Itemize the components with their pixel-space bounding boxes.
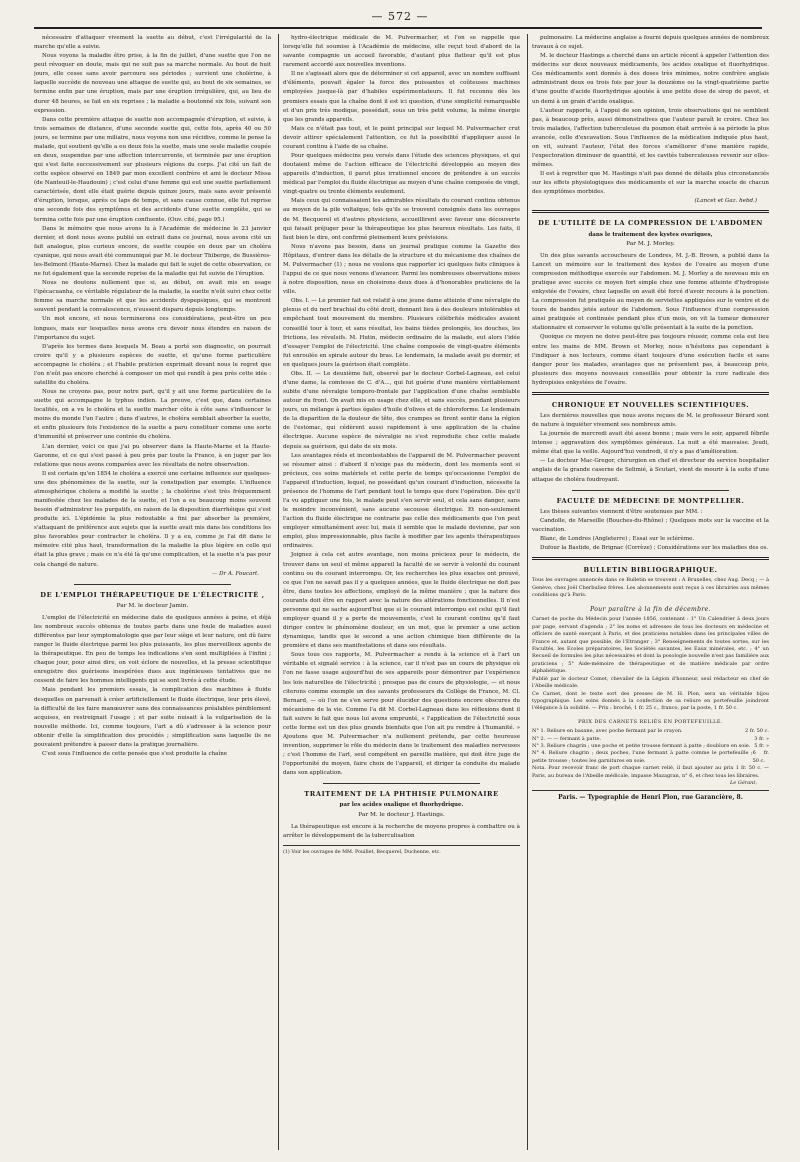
price-value: 2 fr. 50 c. bbox=[745, 728, 769, 735]
paragraph: Il ne s'agissait alors que de déterminer si cet appareil, avec un nombre suffisant d'éléments, pouvait égaler la force des puissantes et coûteuses machines employées jusque-là par d'habiles expérimentateurs. Il fut reconnu dès les premiers essais que la chaîne dont il est ici question, d'une simplicité remarquable et d'un prix très modique, possédait, sous un très petit volume, la même énergie que les grands appareils. bbox=[283, 71, 520, 123]
price-value: 3 fr. » bbox=[754, 735, 769, 742]
paragraph: hydro-électrique médicale de M. Pulvermacher, et l'on se rappelle que lorsqu'elle fut soumise à l'Académie de médecine, elle reçut tout d'abord de la savante compagnie un accueil favorable, d'autant plus flatteur qu'il est plus rarement accordé aux nouvelles inventions. bbox=[283, 35, 520, 69]
paragraph: Joignez à cela cet autre avantage, non moins précieux pour le médecin, de trouver dans un seul et même appareil la faculté de se servir à volonté du courant continu ou du courant interrompu. Or, les recherches les plus exactes ont prouvé, ce que l'on ne savait pas il y a quelques années, que le fluide électrique ne doit pas être, dans toutes les affections, employé de la même manière ; que la nature des courants doit être en rapport avec la nature des altérations fonctionnelles. Il n'est personne qui ne sache aujourd'hui que si le courant interrompu est celui qu'il faut employer quand il y a perte de mouvements, c'est le courant continu qu'il faut diriger contre le phénomène douleur, en un mot, que le premier a une action dynamique, tandis que le second a une action chimique bien différente de la première et dans ses manifestations et dans ses résultats. bbox=[283, 552, 520, 650]
paragraph: Les avantages réels et incontestables de l'appareil de M. Pulvermacher peuvent se résumer ainsi : d'abord il n'exige pas du médecin, dont les moments sont si précieux, ces soins matériels et cette perte de temps qu'occasionne l'emploi de l'appareil d'induction, lequel, ne possédant qu'un courant d'induction, nécessite la présence de l'homme de l'art pendant tout le temps que dure l'opération. Dès qu'il l'a vu appliquer une fois, le malade peut s'en servir seul, et cela sans danger, sans le moindre inconvénient, sans aucune secousse électrique. Et non-seulement l'action du fluide électrique ne contrarie pas celle des médicaments que l'on peut employer simultanément avec lui, mais il semble que le malade devienne, par son emploi, plus impressionnable, plus facile à modifier par les agents thérapeutiques ordinaires. bbox=[283, 452, 520, 550]
price-row bbox=[532, 750, 769, 765]
announcement-heading: Pour paraître à la fin de décembre. bbox=[590, 606, 711, 614]
paragraph: M. le docteur Hastings a cherché dans un article récent à appeler l'attention des médecins sur deux nouveaux médicaments, les acides oxalique et fluorhydrique. Ces médicaments sont donnés à des doses très minimes, notre confrère anglais administrant deux ou trois fois par jour la douzième ou la vingt-quatrième partie d'une goutte d'acide fluorhydrique ajoutée à une petite dose de sirop de pavot, et un demi à un grain d'acide oxalique. bbox=[532, 53, 769, 105]
paragraph: Obs. I. — Le premier fait est relatif à une jeune dame atteinte d'une névralgie du plexus et du nerf brachial du côté droit, donnant lieu à des douleurs intolérables et empêchant tout mouvement du membre. Plusieurs célébrités médicales avaient conseillé tour à tour, et sans résultat, les bains tièdes prolongés, les douches, les frictions, les révulsifs. M. Hutin, médecin ordinaire de la malade, eut alors l'idée d'essayer l'emploi de l'électricité. Une chaîne composée de vingt-quatre éléments fut enroulée en spirale autour du bras. Le lendemain, la malade avait pu dormir, et en quelques jours la guérison était complète. bbox=[283, 298, 520, 368]
price-label: N° 3. Reliure chagrin ; une poche et petite trousse fermant à patte ; doublure en soie. bbox=[532, 742, 751, 749]
paragraph: pulmonaire. La médecine anglaise a fourni depuis quelques années de nombreux travaux à ce sujet. bbox=[532, 35, 769, 51]
section-heading: CHRONIQUE ET NOUVELLES SCIENTIFIQUES. bbox=[551, 400, 750, 409]
section-rule bbox=[74, 584, 231, 585]
price-row bbox=[532, 736, 769, 743]
footnote: (1) Voir les ouvrages de MM. Pouillet, Becquerel, Duchenne, etc. bbox=[283, 845, 520, 857]
advert-text: Carnet de poche du Médecin pour l'année 1856, contenant : 1° Un Calendrier à deux jours par page, servant d'agenda ; 2° les noms et adresses de tous les docteurs en médecine et officiers de santé exerçant à Paris, et des praticiens notables dans les principales villes de France et, autant que possible, de l'Etranger ; 3° Renseignements de toutes sortes, sur les Facultés, les Ecoles préparatoires, les Sociétés savantes, les Eaux minérales, etc. ; 4° un Recueil de formules les plus nécessaires et dont la posologie nouvelle n'est pas familière aux praticiens ; 5° Aide-mémoire de thérapeutique et de matière médicale par ordre alphabétique. bbox=[532, 616, 769, 675]
column-2 bbox=[283, 34, 520, 1150]
paragraph: Mais ceux qui connaissaient les admirables résultats du courant continu obtenus au moyen de la pile voltaïque, tels qu'ils se trouvent consignés dans les ouvrages de M. Becquerel et d'autres physiciens, accueillirent avec faveur une découverte qui faisait préjuger pour la thérapeutique les plus heureux résultats. Les faits, il faut bien le dire, ont confirmé pleinement leurs prévisions. bbox=[283, 198, 520, 241]
paragraph: Pour quelques médecins peu versés dans l'étude des sciences physiques, et qui doutaient même de l'action efficace de l'électricité développée au moyen des appareils d'induction, il parut plus irrationnel encore de prétendre à un succès médical par l'emploi du fluide électrique au moyen d'une chaîne composée de vingt, vingt-quatre ou trente éléments seulement. bbox=[283, 153, 520, 196]
paragraph: L'auteur rapporte, à l'appui de son opinion, trois observations qui ne semblent pas, à beaucoup près, aussi démonstratives que l'auteur paraît le croire. Chez les trois malades, l'affection tuberculeuse du poumon était arrivée à sa période la plus avancée, celle d'excavation. Sous l'influence de la médication indiquée plus haut, on vit, suivant l'auteur, l'état des forces s'améliorer d'une manière rapide, l'expectoration diminuer de quantité, et les cavités tuberculeuses revenir sur elles-mêmes. bbox=[532, 107, 769, 169]
paragraph: Obs. II. — Le deuxième fait, observé par le docteur Corbel-Lagneau, est celui d'une dame, la comtesse de C. d'A..., qui fut guérie d'une manière véritablement subite d'une névralgie temporo-frontale par l'application d'une chaîne semblable autour du front. On avait mis en usage chez elle, et sans succès, pendant plusieurs jours, un mélange à parties égales d'huile d'olives et de chloroforme. Le lendemain de la disparition de la douleur de tête, des crampes se firent sentir dans la région de l'estomac, qui cédèrent aussi rapidement à une application de la chaîne électrique. Aucune espèce de névralgie ne s'est reproduite chez cette malade depuis sa guérison, qui date de six mois. bbox=[283, 370, 520, 450]
paragraph: Mais ce n'était pas tout, et le point principal sur lequel M. Pulvermacher crut devoir attirer spécialement l'attention, ce fut la possibilité d'appliquer aussi le courant continu à l'aide de sa chaîne. bbox=[283, 125, 520, 150]
paragraph: L'emploi de l'électricité en médecine date de quelques années à peine, et déjà les nombreux succès obtenus de toutes parts dans une foule de maladies aussi différentes par leur symptomatologie que par leur siège et leur nature, ont dû faire ranger le fluide électrique parmi les plus puissants, les plus merveilleux agents de la thérapeutique. En peu de temps les indications s'en sont multipliées à l'infini ; chaque jour, pour ainsi dire, on voit éclore de nouvelles, et la presse scientifique enregistre des guérisons inespérées dues aux ingénieuses tentatives que ne cessent de faire les hommes intelligents qui se sont livrés à cette étude. bbox=[34, 614, 271, 685]
article-title: DE L'EMPLOI THÉRAPEUTIQUE DE L'ÉLECTRICITÉ , bbox=[40, 590, 265, 599]
paragraph: Nous ne doutons nullement que si, au début, on avait mis en usage l'ipécacuanha, ce véritable régulateur de la maladie, la suette n'eût suivi chez cette femme sa marche normale et que les accidents dyspepsiques, qui se montrent souvent pendant la convalescence, n'eussent disparu depuis longtemps. bbox=[34, 280, 271, 314]
paragraph: Il est certain qu'en 1854 le choléra a exercé une certaine influence sur quelques-uns des phénomènes de la suette, sur la constipation par exemple. L'influence atmosphérique cholera a modifié la suette ; la cholérine s'est très fréquemment manifestée chez les malades de la suette, et l'on a eu beaucoup moins souvent besoin d'administrer les purgatifs, en raison de la disposition diarrhéique qui s'est produite ici. L'épidémie la plus redoutable a fini par absorber la première, s'attaquant de préférence aux sujets que la suette avait mis dans les conditions les plus favorables pour contracter le choléra. Il y a eu, comme je l'ai dit dans le mémoire cité plus haut, transformation de la maladie la plus légère en celle qui était la plus grave ; mais ce n'a été là qu'une complication, et la suette n'a pas pour cela changé de nature. bbox=[34, 470, 271, 568]
author-signature: — Dr A. Foucart. bbox=[211, 570, 259, 577]
article-subtitle: dans le traitement des kystes ovariques, bbox=[588, 231, 713, 238]
section-heading: BULLETIN BIBLIOGRAPHIQUE. bbox=[583, 566, 718, 575]
source-citation: (Lancet et Gaz. hebd.) bbox=[694, 198, 757, 205]
bulletin-note: Tous les ouvrages annoncés dans ce Bulletin se trouvent : A Bruxelles, chez Aug. Decq ; — à Genève, chez Joël Cherbuliez frères. Les abonnements sont reçus à ces librairies aux mêmes conditions qu'à Paris. bbox=[532, 577, 769, 598]
paragraph: L'an dernier, voici ce que j'ai pu observer dans la Haute-Marne et la Haute-Garonne, et ce qui s'est passé à peu près par toute la France, à en juger par les relations que nous avons comparées avec les résultats de notre observation. bbox=[34, 443, 271, 468]
paragraph: — Le docteur Mac-Gregor, chirurgien en chef et directeur du service hospitalier anglais de la grande caserne de Selimié, à Scutari, vient de mourir à la suite d'une attaque de choléra foudroyant. bbox=[532, 458, 769, 483]
printer-imprint: Paris. — Typographie de Henri Plon, rue Garancière, 8. bbox=[532, 790, 769, 802]
article-title: DE L'UTILITÉ DE LA COMPRESSION DE L'ABDOMEN bbox=[538, 219, 763, 228]
page-number: — 572 — bbox=[371, 10, 429, 23]
paragraph: Un des plus savants accoucheurs de Londres, M. J.-B. Brown, a publié dans la Lancet un mémoire sur le traitement des kystes de l'ovaire au moyen d'une compression méthodique exercée sur l'abdomen. M. J. Morley a de nouveau mis en pratique avec succès ce moyen fort simple chez une femme atteinte d'hydropisie enkystée de l'ovaire, chez laquelle on avait été forcé d'avoir recours à la ponction. La compression fut pratiquée au moyen de serviettes appliquées sur le ventre et de tours de bandes jetés autour de l'abdomen. Sous l'influence d'une compression ainsi pratiquée et continuée pendant plus d'un mois, on vit la tumeur demeurer stationnaire et conserver le volume qu'elle présentait à la suite de la ponction. bbox=[532, 252, 769, 332]
paragraph: C'est sous l'influence de cette pensée que s'est produite la chaîne bbox=[42, 751, 228, 758]
paragraph: Un mot encore, et nous terminerons ces considérations, peut-être un peu longues, mais sur lesquelles nous avons cru devoir nous étendre en raison de l'importance du sujet. bbox=[34, 316, 271, 341]
article-subtitle: par les acides oxalique et fluorhydrique. bbox=[339, 802, 464, 809]
header-rule bbox=[34, 27, 762, 29]
advert-text: Publié par le docteur Comet, chevalier de la Légion d'honneur, seul rédacteur en chef de l'Abeille médicale. bbox=[532, 675, 769, 690]
paragraph: Les dernières nouvelles que nous avons reçues de M. le professeur Bérard sont de nature à inquiéter vivement ses nombreux amis. bbox=[532, 412, 769, 429]
article-byline: Par M. le docteur J. Hastings. bbox=[358, 811, 445, 818]
paragraph: Quoique ce moyen ne doive peut-être pas toujours réussir, comme cela eut lieu entre les mains de MM. Brown et Morley, nous n'hésitons pas cependant à l'indiquer à nos lecteurs, comme étant toujours d'une exécution facile et sans danger pour les malades, avantages que ne présentent pas, à beaucoup près, plusieurs des moyens nouveaux conseillés pour obtenir la cure radicale des hydropisies enkystées de l'ovaire. bbox=[532, 334, 769, 386]
column-3 bbox=[532, 34, 769, 1150]
paragraph: Il est à regretter que M. Hastings n'ait pas donné de détails plus circonstanciés sur les effets physiologiques des médicaments et sur la marche exacte de chacun des symptômes morbides. bbox=[532, 171, 769, 196]
paragraph: La journée de mercredi avait été assez bonne ; mais vers le soir, appareil fébrile intense ; aggravation des symptômes généraux. La nuit a été mauvaise. Jeudi, même état que la veille. Aujourd'hui vendredi, il n'y a pas d'amélioration. bbox=[532, 431, 769, 456]
advert-note: Nota. Pour recevoir franc de port chaque carnet relié, il faut ajouter au prix 1 fr. 50 c. — Paris, au bureau de l'Abeille médicale, impasse Mazagran, n° 6, et chez tous les libraires. bbox=[532, 765, 769, 779]
section-rule bbox=[323, 783, 480, 784]
article-byline: Par M. J. Morley. bbox=[626, 240, 675, 247]
price-label: N° 4. Reliure chagrin ; deux poches, l'une fermant à patte comme le portefeuille ; petite trousse ; toutes les garnitures en soie. bbox=[532, 750, 753, 764]
advert-text: Ce Carnet, dont le texte sort des presses de M. H. Plon, sera un véritable bijou typographique. Les soins donnés à la confection de sa reliure en portefeuille joindront l'élégance à la solidité. — Prix : broché, 1 fr. 25 c., franco, par la poste, 1 fr. 50 c. bbox=[532, 690, 769, 712]
section-rule bbox=[532, 557, 769, 560]
column-rule bbox=[527, 34, 528, 1150]
article-title: TRAITEMENT DE LA PHTHISIE PULMONAIRE bbox=[304, 790, 499, 799]
section-rule bbox=[572, 490, 729, 491]
section-rule bbox=[532, 210, 769, 213]
article-byline: Par M. le docteur Jamin. bbox=[116, 602, 189, 609]
paragraph: Dans cette première attaque de suette non accompagnée d'éruption, et suivie, à trois semaines de distance, d'une seconde suette qui, cette fois, après 40 ou 50 jours, se termine par une miliaire, nous voyons non une récidive, comme le pense la malade, qui soutient qu'elle a eu deux fois la suette, mais une seule maladie coupée en deux, suspendue par une affection intercurrente, et terminée par une éruption qui s'est faite successivement sur plusieurs régions du corps. J'ai cité un fait de cette espèce observé en 1849 par mon excellent confrère et ami le docteur Missa (de Nanteuil-le-Haudouin) ; c'est celui d'une femme qui eut une suette parfaitement caractérisée, dont elle était guérie depuis quinze jours, mais sans avoir présenté d'éruption, lorsque, après ce laps de temps, et sans cause connue, elle fut reprise une seconde fois des symptômes et des accidents d'une suette complète, qui se termina cette fois par une éruption confluente. (Ouv. cité, page 95.) bbox=[34, 116, 271, 223]
gerant-line: Le Gérant, bbox=[729, 779, 757, 786]
paragraph: Dufour la Bastide, de Brignac (Corrèze) ; Considérations sur les maladies des os. bbox=[540, 544, 769, 551]
paragraph: Candolle, de Marseille (Bouches-du-Rhône) ; Quelques mots sur la vaccine et la vaccination. bbox=[532, 517, 769, 533]
paragraph: La thérapeutique est encore à la recherche de moyens propres à combattre ou à arrêter le développement de la tuberculisation bbox=[283, 823, 520, 839]
paragraph: Nous n'avons pas besoin, dans un journal pratique comme la Gazette des Hôpitaux, d'entrer dans les détails de la structure et du mécanisme des chaînes de M. Pulvermacher (1) ; nous ne voulons que rapporter ici quelques faits cliniques à l'appui de ce que nous venons d'avancer. Parmi les nombreuses observations mises à notre disposition, nous en choisirons deux dues à d'honorables praticiens de la ville. bbox=[283, 243, 520, 296]
price-list-title: PRIX DES CARNETS RELIÉS EN PORTEFEUILLE. bbox=[578, 718, 723, 725]
price-row bbox=[532, 728, 769, 735]
paragraph: Nous voyons la maladie être prise, à la fin de juillet, d'une suette que l'on ne peut révoquer en doute, mais qui ne suit pas sa marche normale. Au bout de huit jours, elle cesse sans avoir parcouru ses périodes ; survient une cholérine, à laquelle succède de nouveau une attaque de suette qui, au bout de six semaines, se termine enfin par une éruption, mais par une éruption irrégulière, qui, au lieu de durer 48 heures, se fait en six reprises ; la maladie a boutonné six fois, suivant son expression. bbox=[34, 53, 271, 114]
price-label: N° 1. Reliure en basane, avec poche fermant par le crayon. bbox=[532, 728, 683, 735]
price-value: 6 fr. 50 c. bbox=[752, 750, 769, 764]
column-rule bbox=[278, 34, 279, 1150]
column-1 bbox=[34, 34, 271, 1150]
paragraph: Dans le mémoire que nous avons lu à l'Académie de médecine le 23 janvier dernier, et dont nous avons publié un extrait dans ce journal, nous avons cité un fait analogue, plus curieux encore, de suette coupée en deux par un choléra cyanique, qui nous avait été communiqué par M. le docteur Thiberge, de Bussières-les-Belmont (Haute-Marne). Chez la malade qui fait le sujet de cette observation, ce ne fut également que la seconde reprise de la maladie qui fut suivie de l'éruption. bbox=[34, 225, 271, 278]
paragraph: Nous ne croyons pas, pour notre part, qu'il y ait une forme particulière de la suette qui accompagne le typhus indien. La preuve, c'est que, dans certaines localités, on a vu le choléra et la suette marcher côte à côte sans s'influencer le moins du monde l'un l'autre ; dans d'autres, le choléra semblait absorber la suette, et enfin plusieurs fois l'existence de la suette a paru constituer comme une sorte d'immunité et préserver une contrée du choléra. bbox=[34, 389, 271, 441]
paragraph: nécessaire d'attaquer vivement la suette au début, c'est l'irrégularité de la marche qu'elle a suivie. bbox=[34, 35, 271, 51]
price-label: N° 2. — — fermant à patte. bbox=[532, 735, 602, 742]
paragraph: Sous tous ces rapports, M. Pulvermacher a rendu à la science et à l'art un véritable et signalé service : à la science, car il n'est pas un cours de physique où l'on ne fasse usage aujourd'hui de ses appareils pour démontrer par l'expérience les lois naturelles de l'électricité ; presque pas de cours de physiologie, — et nous citerons comme exemple un des savants professeurs du Collège de France, M. Cl. Bernard, — où l'on ne s'en serve pour élucider des questions encore obscures du mécanisme de la vie. Comme l'a dit M. Corbel-Lagneau dans les réflexions dont il fait suivre le fait que nous lui avons emprunté, « l'application de l'électricité sous cette forme est un des plus grands bienfaits que l'on ait pu rendre à l'humanité. » Ajoutons que M. Pulvermacher n'a nullement prétendu, par cette heureuse invention, supprimer le rôle du médecin dans le traitement des maladies nerveuses ; c'est l'homme de l'art, seul compétent en pareille matière, qui doit être juge de l'opportunité du moyen, faire choix de l'appareil, et diriger la conduite du malade dans son application. bbox=[283, 652, 520, 777]
price-value: 5 fr. » bbox=[754, 742, 769, 749]
paragraph: Blanc, de Londres (Angleterre) ; Essai sur le sclérème. bbox=[540, 535, 695, 542]
section-heading: FACULTÉ DE MÉDECINE DE MONTPELLIER. bbox=[556, 496, 745, 505]
section-rule bbox=[532, 392, 769, 395]
paragraph: Mais pendant les premiers essais, la complication des machines à fluide desquelles on parvenait à créer artificiellement le fluide électrique, leur prix élevé, la difficulté de les faire manœuvrer sans des connaissances préalables péniblement acquises, en restreignait l'usage ; et par suite nuisait à la vulgarisation de la nouvelle méthode. Ici, comme toujours, l'art a dû s'adresser à la science pour obtenir d'elle la simplification des procédés ; simplification sans laquelle ils ne pouvaient prétendre à passer dans la pratique journalière. bbox=[34, 687, 271, 748]
paragraph: Les thèses suivantes viennent d'être soutenues par MM. : bbox=[540, 508, 703, 515]
paragraph: D'après les termes dans lesquels M. Beau a porté son diagnostic, on pourrait croire qu'il y a plusieurs espèces de suette, et qu'une forme particulière accompagne le choléra ; et l'habile praticien exprimait devant nous le regret que l'on n'eût pas encore cherché à composer un mot qui rendît à peu près cette idée : satellite du choléra. bbox=[34, 343, 271, 386]
